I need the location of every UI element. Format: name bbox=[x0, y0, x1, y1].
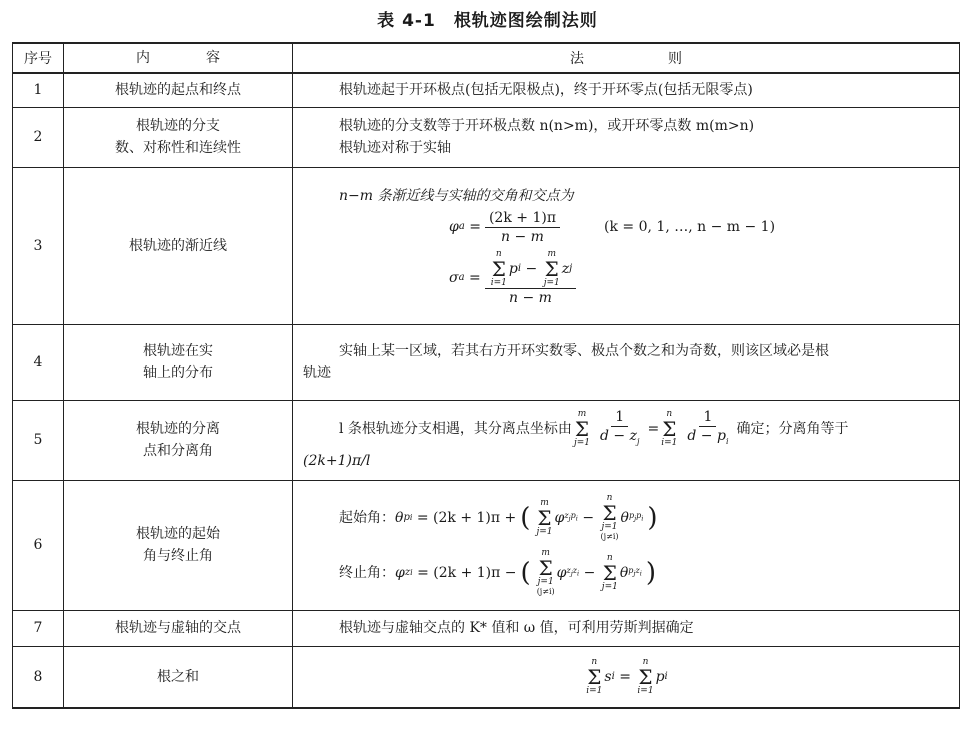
row-rule bbox=[293, 646, 960, 708]
row-index: 4 bbox=[13, 324, 64, 400]
header-content bbox=[64, 43, 293, 73]
rule-line: 根轨迹起于开环极点(包括无限极点)，终于开环零点(包括无限零点) bbox=[339, 82, 753, 99]
row-rule bbox=[293, 480, 960, 610]
rules-table bbox=[12, 42, 960, 709]
separation-angle: (2k+1)π/l bbox=[303, 453, 371, 470]
table-row bbox=[13, 646, 960, 708]
table-row bbox=[13, 73, 960, 107]
end-angle-label: 终止角： bbox=[339, 564, 395, 581]
phi-symbol: φ bbox=[449, 219, 459, 235]
separation-formula: l 条根轨迹分支相遇，其分离点坐标由 m Σ j=1 $\frac{1}{d - z_j}$ = n Σ i=1 $\frac{1}{d - p_i}$ 确定；分离角等于 bbox=[339, 408, 849, 448]
row-content bbox=[64, 107, 293, 167]
asymptote-point-formula: σ a = n Σ i=1 p i − m Σ j=1 z j n − m bbox=[339, 250, 949, 307]
row-rule bbox=[293, 73, 960, 107]
content-line: 根轨迹的渐近线 bbox=[129, 237, 227, 254]
separation-text-a: l 条根轨迹分支相遇，其分离点坐标由 bbox=[339, 420, 572, 437]
content-line: 根轨迹的分离 bbox=[136, 421, 220, 437]
header-content-a: 内 bbox=[136, 50, 150, 66]
row-content bbox=[64, 480, 293, 610]
phi-fraction bbox=[485, 209, 560, 246]
table-number: 表 4-1 bbox=[377, 11, 436, 31]
row-rule bbox=[293, 610, 960, 646]
table-caption bbox=[0, 6, 975, 31]
content-line: 根轨迹与虚轴的交点 bbox=[115, 620, 241, 636]
table-row bbox=[13, 167, 960, 324]
row-content bbox=[64, 646, 293, 708]
start-angle-label: 起始角： bbox=[339, 509, 395, 526]
sigma-fraction bbox=[485, 250, 577, 307]
rule-line: 根轨迹与虚轴交点的 K* 值和 ω 值，可利用劳斯判据确定 bbox=[339, 620, 694, 636]
row-index: 6 bbox=[13, 480, 64, 610]
content-line: 根轨迹的起始 bbox=[136, 526, 220, 542]
phi-numerator: (2k + 1)π bbox=[485, 209, 560, 228]
header-rule bbox=[293, 43, 960, 73]
row-index: 1 bbox=[13, 73, 64, 107]
sigma-denominator: n − m bbox=[509, 289, 552, 306]
header-rule-b: 则 bbox=[668, 51, 682, 67]
content-line: 轴上的分布 bbox=[143, 365, 213, 381]
content-line: 根之和 bbox=[157, 668, 199, 685]
rule-line: 根轨迹对称于实轴 bbox=[339, 140, 451, 156]
row-index: 3 bbox=[13, 167, 64, 324]
row-content bbox=[64, 324, 293, 400]
row-index: 8 bbox=[13, 646, 64, 708]
row-rule bbox=[293, 107, 960, 167]
content-line: 根轨迹的起点和终点 bbox=[115, 82, 241, 99]
end-angle-formula: 终止角： φ z i = (2k + 1)π − ( m Σ j=1 (j≠i) φ $z_jz_i$ − n Σ j=1 θ $p_jz_i$ ) bbox=[339, 548, 656, 596]
row-content bbox=[64, 167, 293, 324]
table-title: 根轨迹图绘制法则 bbox=[453, 11, 598, 31]
rule-line: 实轴上某一区域，若其右方开环实数零、极点个数之和为奇数，则该区域必是根 bbox=[339, 343, 829, 359]
rule-line: 根轨迹的分支数等于开环极点数 n(n>m)，或开环零点数 m(m>n) bbox=[339, 118, 755, 134]
table-row bbox=[13, 107, 960, 167]
content-line: 数、对称性和连续性 bbox=[115, 140, 241, 156]
end-angle-expr: = (2k + 1)π bbox=[417, 564, 501, 581]
content-line: 角与终止角 bbox=[143, 548, 213, 564]
table-row bbox=[13, 400, 960, 480]
separation-text-b: 确定；分离角等于 bbox=[736, 420, 849, 437]
header-row bbox=[13, 43, 960, 73]
table-row bbox=[13, 480, 960, 610]
table-row bbox=[13, 324, 960, 400]
start-angle-formula: 起始角： θ p i = (2k + 1)π + ( m Σ j=1 φ $z_jp_i$ − n Σ j=1 (j≠i) θ $p_jp_i$ ) bbox=[339, 493, 658, 541]
asymptote-angle-formula: φ a = $\frac{(2k + 1)\pi}{n - m}$ (k = 0, 1, …, n − m − 1) bbox=[449, 209, 776, 245]
row-content bbox=[64, 610, 293, 646]
root-sum-formula: n Σ i=1 s i = n Σ i=1 p i bbox=[586, 656, 668, 696]
content-line: 点和分离角 bbox=[143, 443, 213, 459]
row-rule bbox=[293, 324, 960, 400]
sigma-numerator: n Σ i=1 p i − m Σ j=1 z j bbox=[485, 250, 577, 289]
header-content-b: 容 bbox=[206, 50, 220, 66]
header-rule-a: 法 bbox=[570, 51, 584, 67]
row-index: 2 bbox=[13, 107, 64, 167]
start-angle-expr: = (2k + 1)π bbox=[416, 509, 501, 526]
asymptote-intro: n−m 条渐近线与实轴的交角和交点为 bbox=[339, 187, 574, 204]
phi-denominator: n − m bbox=[501, 228, 544, 245]
row-index: 7 bbox=[13, 610, 64, 646]
row-content bbox=[64, 400, 293, 480]
row-rule bbox=[293, 400, 960, 480]
header-index: 序号 bbox=[13, 43, 64, 73]
content-line: 根轨迹的分支 bbox=[136, 118, 220, 134]
row-rule bbox=[293, 167, 960, 324]
table-row bbox=[13, 610, 960, 646]
row-index: 5 bbox=[13, 400, 64, 480]
phi-condition: (k = 0, 1, …, n − m − 1) bbox=[604, 219, 776, 235]
sigma-symbol: σ bbox=[449, 270, 459, 286]
row-content bbox=[64, 73, 293, 107]
content-line: 根轨迹在实 bbox=[143, 343, 213, 359]
rule-line: 轨迹 bbox=[303, 365, 331, 381]
